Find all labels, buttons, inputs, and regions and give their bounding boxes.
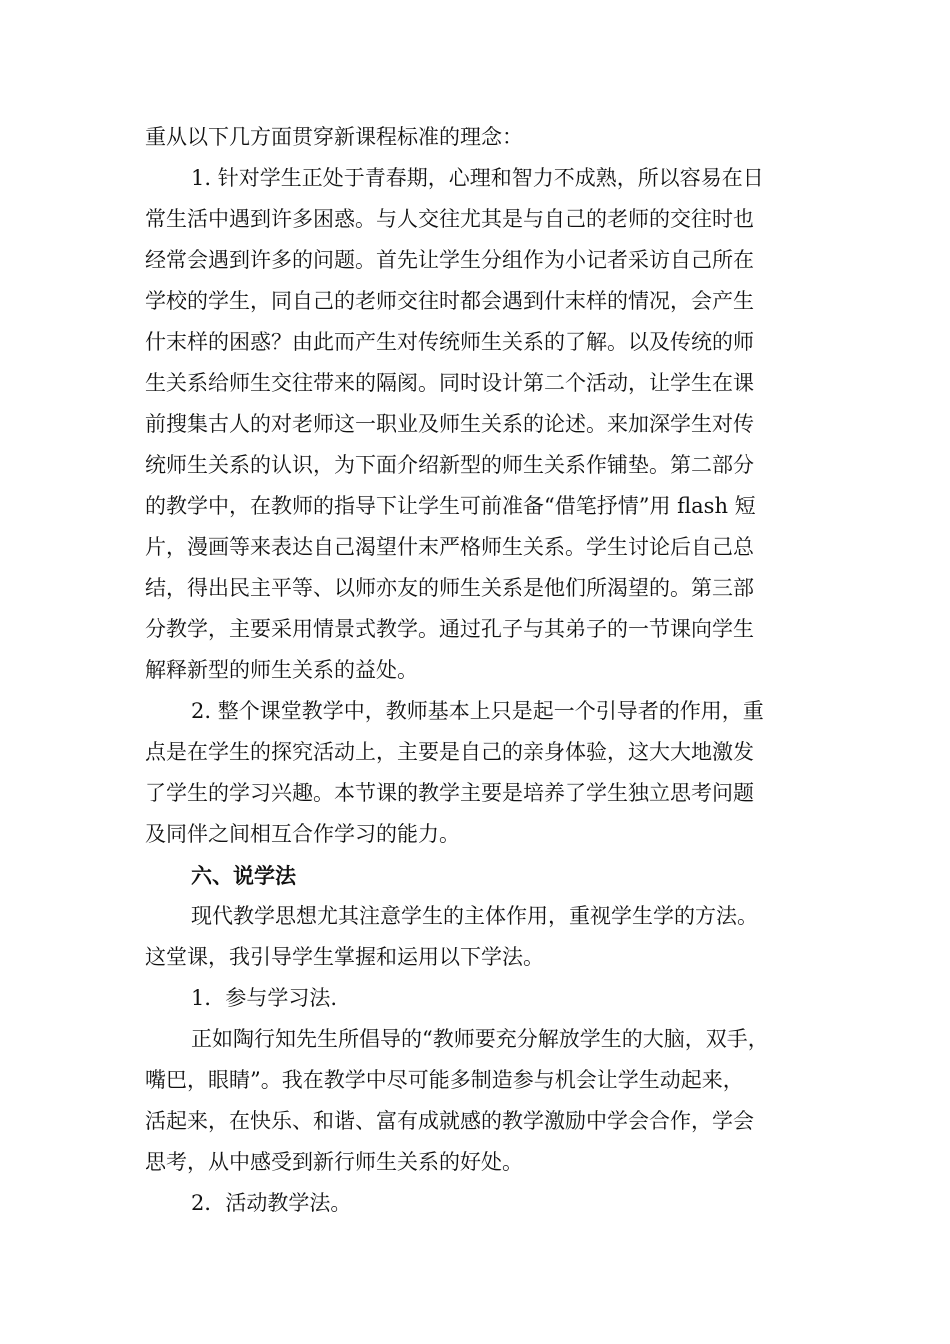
text-line: 这堂课，我引导学生掌握和运用以下学法。 [145, 945, 544, 969]
text-line: 活起来，在快乐、和谐、富有成就感的教学激励中学会合作，学会 [145, 1109, 754, 1133]
method-item-1: 1．参与学习法. [191, 986, 338, 1010]
method-item-2: 2．活动教学法。 [191, 1191, 352, 1215]
document-body [145, 117, 815, 1224]
text-line: 片，漫画等来表达自己渴望什末严格师生关系。学生讨论后自己总 [145, 535, 754, 559]
text-line: 前搜集古人的对老师这一职业及师生关系的论述。来加深学生对传 [145, 412, 754, 436]
text-line: 分教学，主要采用情景式教学。通过孔子与其弟子的一节课向学生 [145, 617, 754, 641]
text-line: 学校的学生，同自己的老师交往时都会遇到什末样的情况，会产生 [145, 289, 754, 313]
text-line: 经常会遇到许多的问题。首先让学生分组作为小记者采访自己所在 [145, 248, 754, 272]
text-line: 嘴巴，眼睛”。我在教学中尽可能多制造参与机会让学生动起来， [145, 1068, 744, 1092]
text-line: 什末样的困惑？由此而产生对传统师生关系的了解。以及传统的师 [145, 330, 754, 354]
text-line: 结，得出民主平等、以师亦友的师生关系是他们所渴望的。第三部 [145, 576, 754, 600]
text-line: 点是在学生的探究活动上，主要是自己的亲身体验，这大大地激发 [145, 740, 754, 764]
text-line: 重从以下几方面贯穿新课程标准的理念： [145, 125, 523, 149]
paragraph-start: 现代教学思想尤其注意学生的主体作用，重视学生学的方法。 [191, 904, 758, 928]
text-line: 常生活中遇到许多困惑。与人交往尤其是与自己的老师的交往时也 [145, 207, 754, 231]
text-line: 及同伴之间相互合作学习的能力。 [145, 822, 460, 846]
section-heading: 六、说学法 [191, 863, 296, 888]
text-line: 解释新型的师生关系的益处。 [145, 658, 418, 682]
list-item-1: 1. 针对学生正处于青春期，心理和智力不成熟，所以容易在日 [191, 166, 764, 190]
text-line: 统师生关系的认识，为下面介绍新型的师生关系作铺垫。第二部分 [145, 453, 754, 477]
paragraph-start: 正如陶行知先生所倡导的“教师要充分解放学生的大脑，双手， [191, 1027, 769, 1051]
text-line: 生关系给师生交往带来的隔阂。同时设计第二个活动，让学生在课 [145, 371, 754, 395]
text-line: 了学生的学习兴趣。本节课的教学主要是培养了学生独立思考问题 [145, 781, 754, 805]
text-line: 思考，从中感受到新行师生关系的好处。 [145, 1150, 523, 1174]
text-line: 的教学中，在教师的指导下让学生可前准备“借笔抒情”用 flash 短 [145, 494, 756, 518]
list-item-2: 2. 整个课堂教学中，教师基本上只是起一个引导者的作用，重 [191, 699, 764, 723]
